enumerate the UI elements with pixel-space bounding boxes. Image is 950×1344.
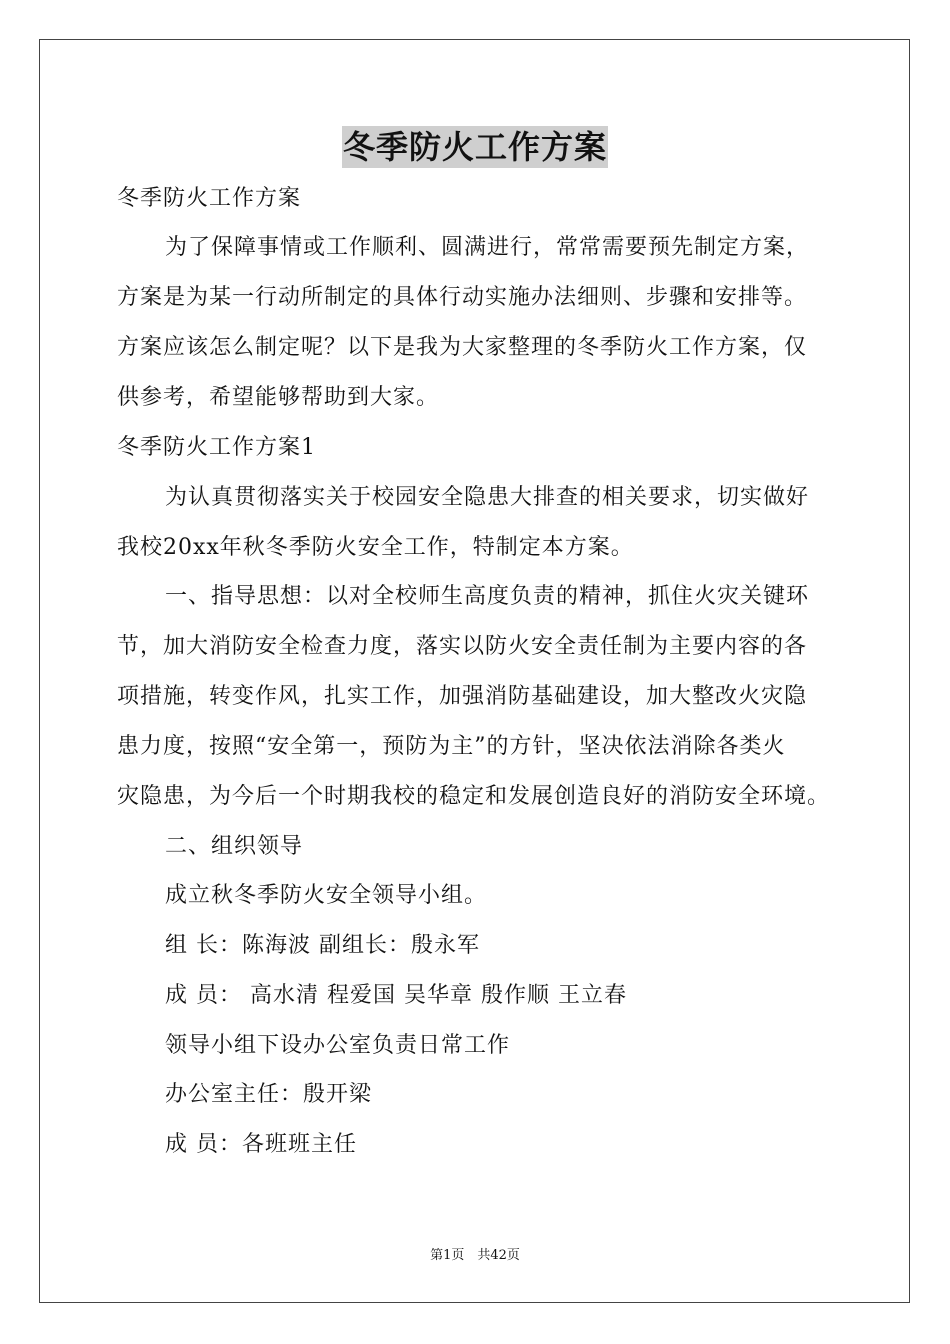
- paragraph-line: 为了保障事情或工作顺利、圆满进行，常常需要预先制定方案，: [165, 235, 810, 260]
- paragraph-line: 组 长：陈海波 副组长：殷永军: [165, 933, 480, 958]
- paragraph-line: 节，加大消防安全检查力度，落实以防火安全责任制为主要内容的各: [117, 634, 808, 659]
- paragraph-line: 我校20xx年秋冬季防火安全工作，特制定本方案。: [117, 535, 634, 560]
- paragraph-line: 患力度，按照“安全第一，预防为主”的方针，坚决依法消除各类火: [117, 734, 786, 759]
- paragraph-line: 办公室主任：殷开梁: [165, 1082, 373, 1107]
- paragraph-line: 成 员： 高水清 程爱国 吴华章 殷作顺 王立春: [165, 983, 627, 1008]
- paragraph-line: 一、指导思想：以对全校师生高度负责的精神，抓住火灾关键环: [165, 584, 810, 609]
- paragraph-line: 方案是为某一行动所制定的具体行动实施办法细则、步骤和安排等。: [117, 285, 808, 310]
- page-footer: 第1页 共42页: [430, 1248, 520, 1263]
- paragraph-line: 供参考，希望能够帮助到大家。: [117, 385, 440, 410]
- paragraph-line: 方案应该怎么制定呢？以下是我为大家整理的冬季防火工作方案，仅: [117, 335, 808, 360]
- section-heading: 冬季防火工作方案1: [117, 435, 316, 460]
- document-title: 冬季防火工作方案: [342, 128, 607, 166]
- subtitle-line: 冬季防火工作方案: [117, 186, 302, 211]
- paragraph-line: 为认真贯彻落实关于校园安全隐患大排查的相关要求，切实做好: [165, 485, 810, 510]
- paragraph-line: 成 员：各班班主任: [165, 1132, 357, 1157]
- paragraph-line: 项措施，转变作风，扎实工作，加强消防基础建设，加大整改火灾隐: [117, 684, 808, 709]
- paragraph-line: 成立秋冬季防火安全领导小组。: [165, 883, 488, 908]
- paragraph-line: 领导小组下设办公室负责日常工作: [165, 1033, 511, 1058]
- paragraph-line: 灾隐患，为今后一个时期我校的稳定和发展创造良好的消防安全环境。: [117, 784, 831, 809]
- document-title-block: [0, 126, 950, 168]
- section-heading: 二、组织领导: [165, 834, 304, 859]
- page-border: [39, 39, 910, 1303]
